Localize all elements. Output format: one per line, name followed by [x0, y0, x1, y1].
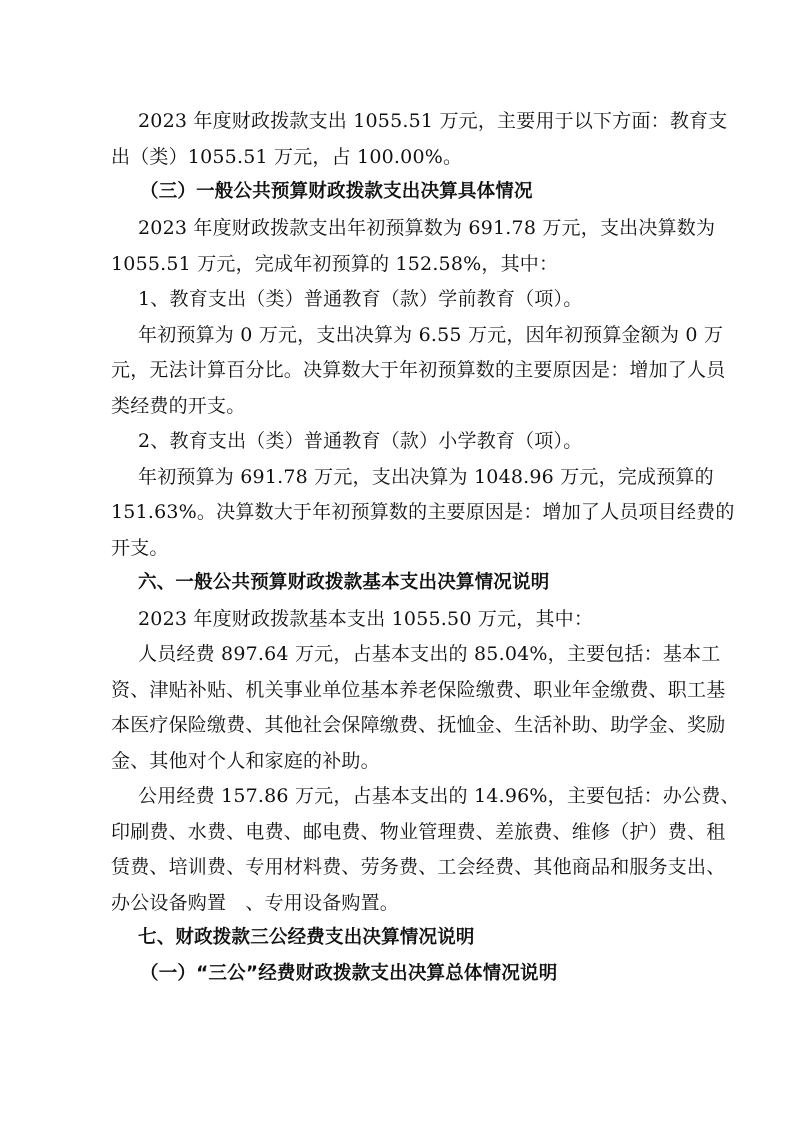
section-subheading: （一）“三公”经费财政拨款支出决算总体情况说明 [140, 963, 558, 984]
paragraph-line: 公用经费 157.86 万元，占基本支出的 14.96%，主要包括：办公费、 [138, 785, 740, 807]
section-heading: 七、财政拨款三公经费支出决算情况说明 [138, 927, 475, 948]
paragraph-line: 本医疗保险缴费、其他社会保障缴费、抚恤金、生活补助、助学金、奖励 [111, 714, 726, 736]
paragraph-line: 年初预算为 0 万元，支出决算为 6.55 万元，因年初预算金额为 0 万 [138, 324, 724, 346]
paragraph-line: 2023 年度财政拨款支出 1055.51 万元，主要用于以下方面：教育支 [138, 110, 728, 132]
paragraph-line: 年初预算为 691.78 万元，支出决算为 1048.96 万元，完成预算的 [138, 466, 714, 488]
paragraph-line: 出（类）1055.51 万元，占 100.00%。 [111, 146, 463, 168]
paragraph-line: 印刷费、水费、电费、邮电费、物业管理费、差旅费、维修（护）费、租 [111, 821, 726, 843]
paragraph-line: 赁费、培训费、专用材料费、劳务费、工会经费、其他商品和服务支出、 [111, 856, 726, 878]
paragraph-line: 2023 年度财政拨款支出年初预算数为 691.78 万元，支出决算数为 [138, 217, 716, 239]
list-item-heading: 1、教育支出（类）普通教育（款）学前教育（项）。 [138, 288, 583, 310]
paragraph-line: 人员经费 897.64 万元，占基本支出的 85.04%，主要包括：基本工 [138, 643, 721, 665]
paragraph-line: 开支。 [111, 537, 169, 559]
paragraph-line: 151.63%。决算数大于年初预算数的主要原因是：增加了人员项目经费的 [111, 501, 735, 523]
list-item-heading: 2、教育支出（类）普通教育（款）小学教育（项）。 [138, 430, 583, 452]
paragraph-line: 资、津贴补贴、机关事业单位基本养老保险缴费、职业年金缴费、职工基 [111, 679, 726, 701]
paragraph-line: 金、其他对个人和家庭的补助。 [111, 750, 380, 772]
section-heading: 六、一般公共预算财政拨款基本支出决算情况说明 [138, 572, 550, 593]
paragraph-line: 办公设备购置 、专用设备购置。 [111, 892, 400, 914]
section-subheading: （三）一般公共预算财政拨款支出决算具体情况 [140, 181, 533, 202]
paragraph-line: 1055.51 万元，完成年初预算的 152.58%，其中： [111, 253, 559, 275]
paragraph-line: 元，无法计算百分比。决算数大于年初预算数的主要原因是：增加了人员 [111, 359, 726, 381]
paragraph-line: 类经费的开支。 [111, 395, 246, 417]
paragraph-line: 2023 年度财政拨款基本支出 1055.50 万元，其中： [138, 608, 594, 630]
